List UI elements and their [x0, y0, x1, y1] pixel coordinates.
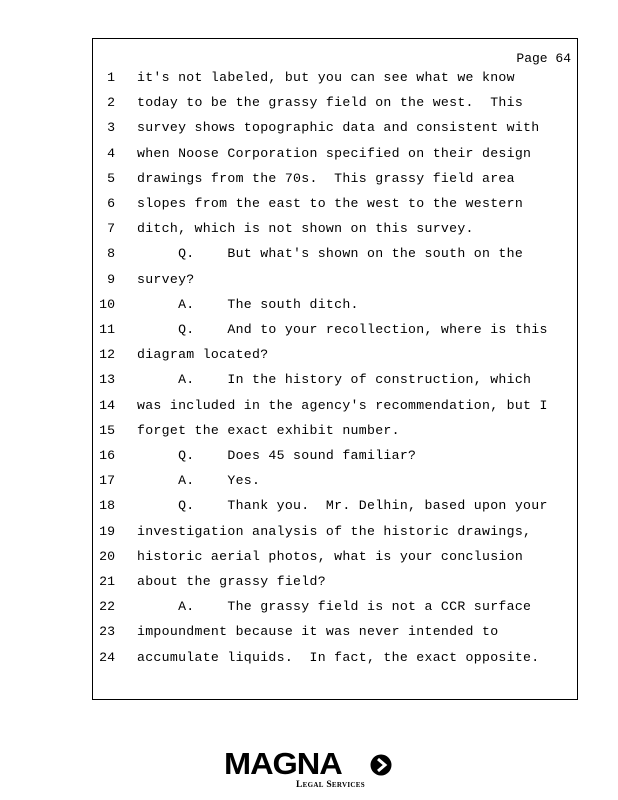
line-text: diagram located? [137, 347, 269, 363]
transcript-line [93, 622, 577, 642]
line-text: A. Yes. [137, 473, 261, 489]
transcript-line [93, 270, 577, 290]
transcript-line [93, 244, 577, 264]
line-number: 11 [99, 322, 115, 337]
logo-wordmark: MAGNA [224, 746, 342, 781]
line-number: 5 [107, 170, 115, 186]
line-number: 12 [99, 347, 115, 363]
line-number: 13 [99, 372, 115, 388]
transcript-line [93, 118, 577, 138]
transcript-line [93, 68, 577, 88]
transcript-line [93, 370, 577, 390]
line-number: 1 [107, 70, 115, 85]
line-number: 24 [99, 649, 115, 665]
line-text: A. In the history of construction, which [137, 372, 532, 388]
line-text: when Noose Corporation specified on their design [137, 145, 532, 161]
transcript-line [93, 295, 577, 315]
transcript-line [93, 320, 577, 340]
line-number: 19 [99, 523, 115, 539]
line-number: 16 [99, 448, 115, 463]
transcript-line [93, 547, 577, 567]
line-number: 8 [107, 246, 115, 262]
line-text: A. The grassy field is not a CCR surface [137, 599, 532, 615]
page-number: Page 64 [516, 51, 571, 66]
line-text: was included in the agency's recommendation, but I [137, 397, 548, 413]
line-text: historic aerial photos, what is your conclusion [137, 548, 524, 564]
line-number: 17 [99, 473, 115, 489]
line-number: 3 [107, 120, 115, 136]
chevron-circle-icon [370, 754, 392, 776]
line-number: 15 [99, 422, 115, 438]
line-number: 6 [107, 196, 115, 211]
transcript-page [92, 38, 578, 700]
transcript-line [93, 169, 577, 189]
transcript-line [93, 345, 577, 365]
transcript-line [93, 396, 577, 416]
line-number: 2 [107, 95, 115, 111]
line-text: ditch, which is not shown on this survey. [137, 221, 474, 237]
transcript-line [93, 144, 577, 164]
line-text: Q. Does 45 sound familiar? [137, 448, 417, 463]
line-number: 18 [99, 498, 115, 514]
line-text: forget the exact exhibit number. [137, 422, 400, 438]
line-number: 20 [99, 548, 115, 564]
line-text: investigation analysis of the historic drawings, [137, 523, 532, 539]
line-number: 14 [99, 397, 115, 413]
line-number: 23 [99, 624, 115, 640]
line-text: Q. But what's shown on the south on the [137, 246, 524, 262]
line-number: 4 [107, 145, 115, 161]
transcript-line [93, 93, 577, 113]
line-text: survey? [137, 271, 195, 287]
transcript-line [93, 522, 577, 542]
line-text: drawings from the 70s. This grassy field area [137, 170, 515, 186]
transcript-line [93, 471, 577, 491]
line-number: 10 [99, 296, 115, 312]
line-text: slopes from the east to the west to the western [137, 196, 524, 211]
line-number: 22 [99, 599, 115, 615]
transcript-line [93, 572, 577, 592]
line-text: survey shows topographic data and consistent with [137, 120, 540, 136]
line-text: today to be the grassy field on the west. This [137, 95, 524, 111]
line-text: about the grassy field? [137, 574, 326, 589]
line-number: 9 [107, 271, 115, 287]
transcript-line [93, 219, 577, 239]
line-text: accumulate liquids. In fact, the exact opposite. [137, 649, 540, 665]
transcript-line [93, 446, 577, 466]
line-text: it's not labeled, but you can see what we know [137, 70, 515, 85]
line-text: Q. Thank you. Mr. Delhin, based upon your [137, 498, 548, 514]
line-number: 7 [107, 221, 115, 237]
transcript-line [93, 648, 577, 668]
line-number: 21 [99, 574, 115, 589]
line-text: Q. And to your recollection, where is this [137, 322, 548, 337]
transcript-line [93, 421, 577, 441]
magna-logo [224, 748, 396, 794]
transcript-line [93, 496, 577, 516]
transcript-line [93, 194, 577, 214]
transcript-line [93, 597, 577, 617]
line-text: A. The south ditch. [137, 296, 359, 312]
line-text: impoundment because it was never intended to [137, 624, 499, 640]
logo-tagline: Legal Services [296, 780, 365, 790]
